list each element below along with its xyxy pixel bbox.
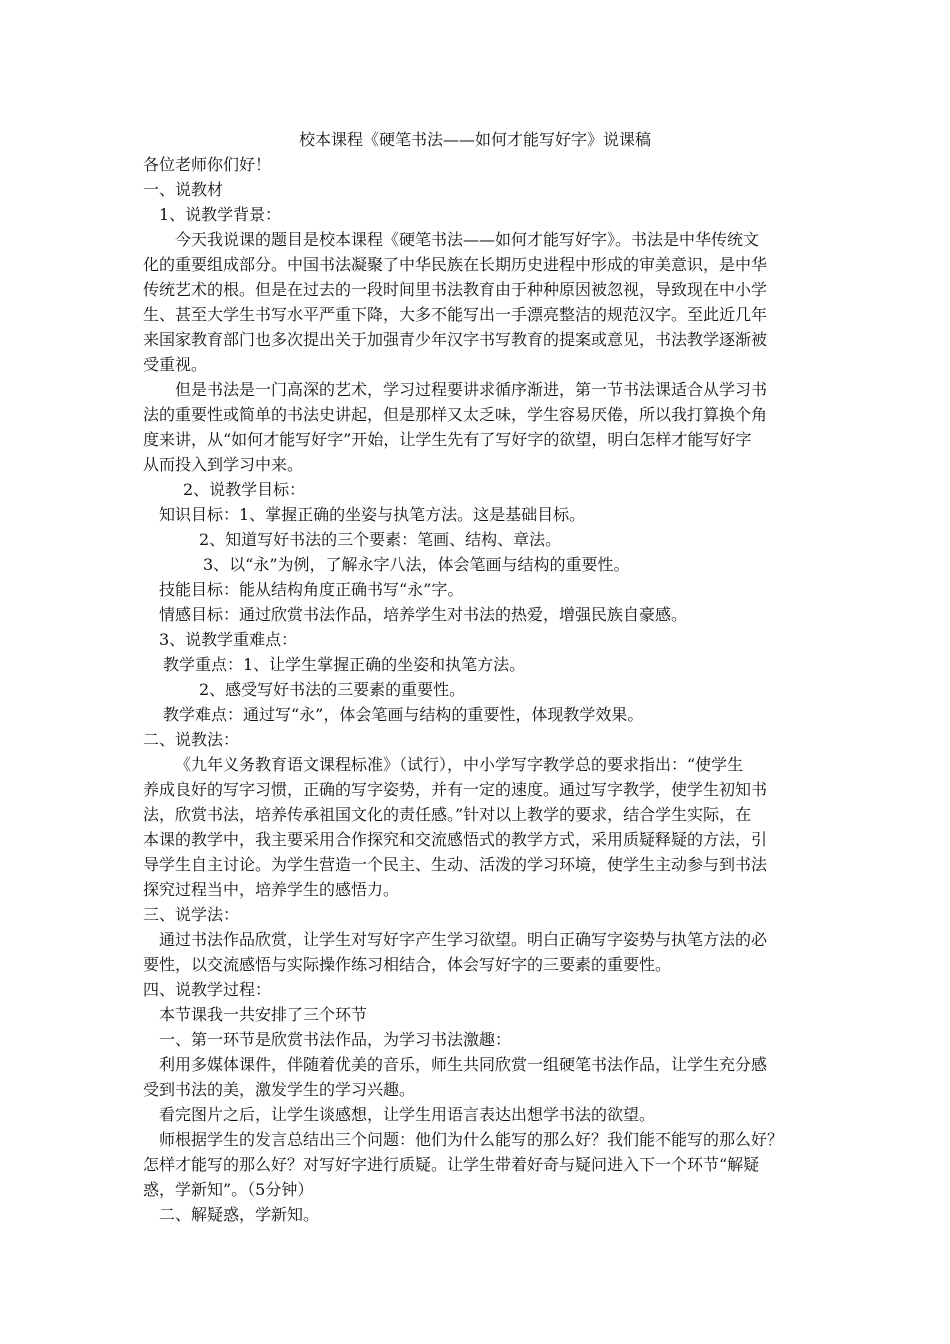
text-line: 2、说教学目标： [183,480,306,499]
text-line: 二、解疑惑，学新知。 [159,1205,320,1224]
text-line: 2、知道写好书法的三个要素：笔画、结构、章法。 [199,530,562,549]
text-line: 度来讲，从“如何才能写好字”开始，让学生先有了写好字的欲望，明白怎样才能写好字 [143,430,752,449]
text-line: 2、感受写好书法的三要素的重要性。 [199,680,466,699]
text-line: 《九年义务教育语文课程标准》（试行），中小学写字教学总的要求指出：“使学生 [175,755,744,774]
document-body [143,152,811,1227]
text-line: 一、说教材 [143,180,224,199]
text-line: 二、说教法： [143,730,240,749]
text-line: 生、甚至大学生书写水平严重下降，大多不能写出一手漂亮整洁的规范汉字。至此近几年 [143,305,768,324]
text-line: 今天我说课的题目是校本课程《硬笔书法——如何才能写好字》。书法是中华传统文 [175,230,760,249]
text-line: 各位老师你们好！ [143,155,272,174]
document-title: 校本课程《硬笔书法——如何才能写好字》说课稿 [298,130,651,149]
text-line: 3、以“永”为例，了解永字八法，体会笔画与结构的重要性。 [203,555,630,574]
text-line: 但是书法是一门高深的艺术，学习过程要讲求循序渐进，第一节书法课适合从学习书 [175,380,768,399]
text-line: 知识目标：1、掌握正确的坐姿与执笔方法。这是基础目标。 [159,505,586,524]
text-line: 情感目标：通过欣赏书法作品，培养学生对书法的热爱，增强民族自豪感。 [159,605,688,624]
text-line: 1、说教学背景： [159,205,282,224]
text-line: 看完图片之后，让学生谈感想，让学生用语言表达出想学书法的欲望。 [159,1105,656,1124]
text-line: 技能目标：能从结构角度正确书写“永”字。 [159,580,464,599]
text-line: 探究过程当中，培养学生的感悟力。 [143,880,400,899]
text-line: 导学生自主讨论。为学生营造一个民主、生动、活泼的学习环境，使学生主动参与到书法 [143,855,768,874]
text-line: 法，欣赏书法，培养传承祖国文化的责任感。”针对以上教学的要求，结合学生实际，在 [143,805,752,824]
text-line: 受重视。 [143,355,208,374]
text-line: 惑，学新知”。（5分钟） [143,1180,314,1199]
text-line: 来国家教育部门也多次提出关于加强青少年汉字书写教育的提案或意见，书法教学逐渐被 [143,330,768,349]
text-line: 法的重要性或简单的书法史讲起，但是那样又太乏味，学生容易厌倦，所以我打算换个角 [143,405,768,424]
text-line: 3、说教学重难点： [159,630,298,649]
text-line: 本课的教学中，我主要采用合作探究和交流感悟式的教学方式，采用质疑释疑的方法，引 [143,830,768,849]
text-line: 教学重点：1、让学生掌握正确的坐姿和执笔方法。 [163,655,526,674]
text-line: 本节课我一共安排了三个环节 [159,1005,368,1024]
text-line: 教学难点：通过写“永”，体会笔画与结构的重要性，体现教学效果。 [163,705,644,724]
text-line: 从而投入到学习中来。 [143,455,304,474]
text-line: 要性，以交流感悟与实际操作练习相结合，体会写好字的三要素的重要性。 [143,955,672,974]
text-line: 利用多媒体课件，伴随着优美的音乐，师生共同欣赏一组硬笔书法作品，让学生充分感 [159,1055,768,1074]
text-line: 三、说学法： [143,905,240,924]
text-line: 通过书法作品欣赏，让学生对写好字产生学习欲望。明白正确写字姿势与执笔方法的必 [159,930,768,949]
text-line: 师根据学生的发言总结出三个问题：他们为什么能写的那么好？我们能不能写的那么好？ [159,1130,784,1149]
text-line: 养成良好的写字习惯，正确的写字姿势，并有一定的速度。通过写字教学，使学生初知书 [143,780,768,799]
text-line: 四、说教学过程： [143,980,272,999]
text-line: 传统艺术的根。但是在过去的一段时间里书法教育由于种种原因被忽视，导致现在中小学 [143,280,768,299]
text-line: 怎样才能写的那么好？对写好字进行质疑。让学生带着好奇与疑问进入下一个环节“解疑 [143,1155,760,1174]
text-line: 受到书法的美，激发学生的学习兴趣。 [143,1080,416,1099]
text-line: 一、第一环节是欣赏书法作品，为学习书法激趣： [159,1030,512,1049]
text-line: 化的重要组成部分。中国书法凝聚了中华民族在长期历史进程中形成的审美意识，是中华 [143,255,768,274]
